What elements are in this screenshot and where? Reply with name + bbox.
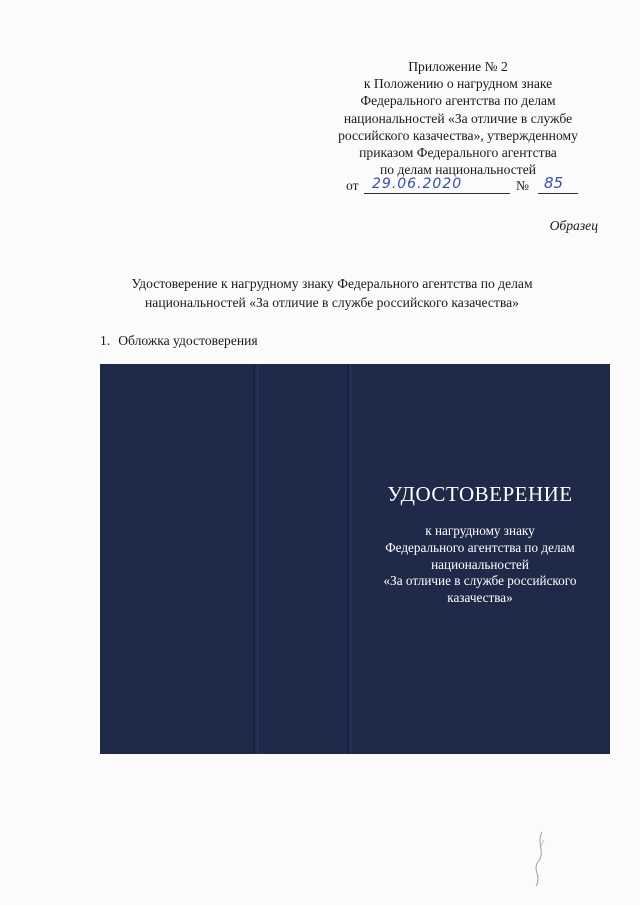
- cover-subtitle-line: казачества»: [447, 590, 513, 606]
- number-label: №: [516, 178, 529, 193]
- document-title-line: Удостоверение к нагрудному знаку Федерального агентства по делам: [131, 276, 533, 291]
- signature-mark-icon: [528, 830, 552, 890]
- cover-spine-line: [253, 364, 255, 754]
- appendix-line: к Положению о нагрудном знаке: [363, 76, 553, 92]
- appendix-header: [300, 58, 616, 178]
- appendix-line: Приложение № 2: [408, 59, 508, 74]
- date-underline: [364, 193, 510, 194]
- cover-subtitle-line: национальностей: [431, 556, 529, 572]
- section-label: Обложка удостоверения: [118, 333, 258, 348]
- from-label: от: [346, 178, 359, 193]
- cover-subtitle: [358, 523, 602, 607]
- sample-label: Образец: [549, 218, 598, 233]
- cover-fold-line: [347, 364, 349, 754]
- appendix-line: российского казачества», утвержденному: [338, 127, 578, 143]
- cover-subtitle-line: Федерального агентства по делам: [385, 539, 575, 555]
- section-heading: [100, 333, 258, 349]
- appendix-line: по делам национальностей: [380, 162, 536, 178]
- cover-spine-highlight: [257, 364, 258, 754]
- cover-title: УДОСТОВЕРЕНИЕ: [387, 482, 573, 506]
- order-date-row: [346, 174, 596, 198]
- document-title-line: национальностей «За отличие в службе российского казачества»: [145, 294, 519, 310]
- cover-front-text: [358, 482, 602, 607]
- appendix-line: приказом Федерального агентства: [359, 145, 557, 161]
- appendix-line: национальностей «За отличие в службе: [343, 110, 573, 126]
- section-number: 1.: [100, 333, 111, 348]
- cover-subtitle-line: к нагрудному знаку: [425, 523, 535, 538]
- document-title: [80, 275, 584, 312]
- certificate-cover: [100, 364, 610, 754]
- cover-fold-highlight: [350, 364, 351, 754]
- handwritten-number: 85: [544, 174, 564, 192]
- handwritten-date: 29.06.2020: [372, 176, 463, 192]
- appendix-line: Федерального агентства по делам: [360, 93, 556, 109]
- number-underline: [538, 193, 578, 194]
- cover-subtitle-line: «За отличие в службе российского: [383, 573, 577, 589]
